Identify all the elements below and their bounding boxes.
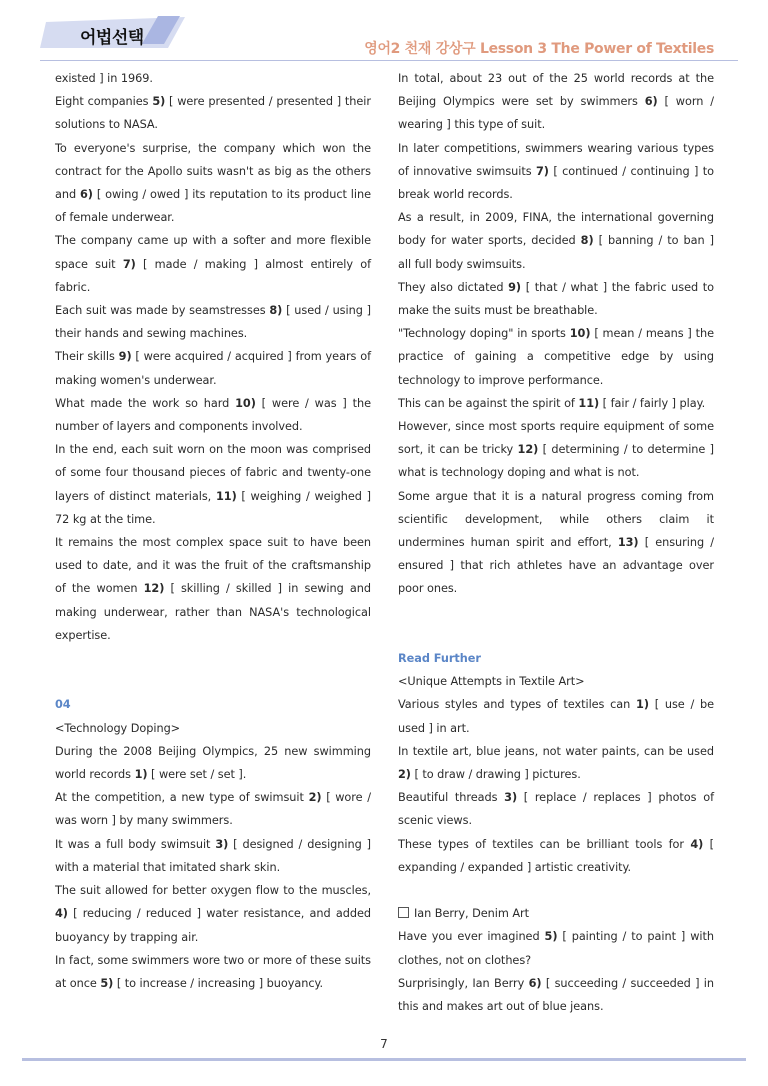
paragraph: [55, 833, 371, 879]
paragraph: [55, 392, 371, 438]
section-title: <Unique Attempts in Textile Art>: [398, 675, 585, 689]
text: [ fair / fairly ] play.: [599, 396, 706, 410]
spacer: [398, 879, 714, 902]
spacer: [55, 647, 371, 693]
question-number: 7): [122, 257, 136, 271]
paragraph: [398, 693, 714, 739]
text: [ use / be used ] in art.: [398, 698, 714, 735]
text: [ wore / was worn ] by many swimmers.: [55, 791, 371, 828]
text: [ painting / to paint ] with clothes, not on clothes?: [398, 930, 714, 967]
question-number: 5): [152, 95, 166, 109]
paragraph: [398, 392, 714, 415]
text: [ determining / to determine ] what is technology doping and what is not.: [398, 443, 714, 480]
paragraph: [398, 833, 714, 879]
footer-rule: [22, 1058, 746, 1061]
text: Some argue that it is a natural progress coming from scientific development, while others claim it undermines human spirit and effort,: [398, 489, 714, 550]
text: The suit allowed for better oxygen flow to the muscles,: [55, 884, 371, 898]
checkbox-icon: [398, 907, 409, 918]
text: [ were acquired / acquired ] from years of making women's underwear.: [55, 350, 371, 387]
text: These types of textiles can be brilliant tools for: [398, 837, 691, 851]
question-number: 6): [644, 95, 658, 109]
text: [ banning / to ban ] all full body swimsuits.: [398, 234, 714, 271]
text: This can be against the spirit of: [398, 396, 579, 410]
question-number: 3): [504, 791, 518, 805]
text: Surprisingly, Ian Berry: [398, 976, 529, 990]
question-number: 10): [235, 396, 256, 410]
text: In total, about 23 out of the 25 world records at the Beijing Olympics were set by swimmers: [398, 72, 714, 109]
text: [ to draw / drawing ] pictures.: [410, 768, 581, 782]
question-number: 7): [535, 164, 549, 178]
paragraph: [398, 972, 714, 1018]
paragraph: [55, 137, 371, 230]
paragraph: [55, 67, 371, 90]
text: They also dictated: [398, 280, 509, 294]
paragraph: [398, 322, 714, 392]
question-number: 6): [528, 976, 542, 990]
text: [ to increase / increasing ] buoyancy.: [113, 976, 324, 990]
sub-title: [398, 902, 714, 925]
paragraph: [55, 879, 371, 949]
text: During the 2008 Beijing Olympics, 25 new swimming world records: [55, 744, 371, 782]
text: [ mean / means ] the practice of gaining a competitive edge by using technology to improve performance.: [398, 327, 714, 387]
text: Ian Berry, Denim Art: [414, 907, 530, 921]
paragraph: [398, 276, 714, 322]
question-number: 6): [80, 188, 93, 202]
header-title: 영어2 천재 강상구 Lesson 3 The Power of Textiles: [364, 41, 714, 57]
text: In textile art, blue jeans, not water paints, can be used: [398, 744, 714, 758]
text: In the end, each suit worn on the moon was comprised of some four thousand pieces of fabric and twenty-one layers of distinct materials,: [55, 443, 371, 503]
question-number: 4): [55, 907, 68, 921]
paragraph: [55, 949, 371, 995]
question-number: 2): [308, 791, 322, 805]
text: Eight companies: [55, 95, 153, 109]
text: Each suit was made by seamstresses: [55, 304, 270, 318]
text: [ continued / continuing ] to break world records.: [398, 164, 714, 202]
text: Their skills: [55, 350, 119, 364]
page-number: 7: [380, 1037, 388, 1051]
paragraph: [55, 345, 371, 391]
question-number: 2): [398, 768, 411, 782]
paragraph: [398, 415, 714, 485]
text: existed ] in 1969.: [55, 72, 153, 85]
text: In fact, some swimmers wore two or more of these suits at once: [55, 953, 371, 990]
spacer: [398, 601, 714, 647]
paragraph: [55, 90, 371, 136]
question-number: 3): [215, 837, 229, 851]
paragraph: [55, 438, 371, 531]
left-column: [55, 67, 371, 995]
question-number: 10): [569, 327, 591, 341]
text: [ weighing / weighed ] 72 kg at the time.: [55, 489, 371, 526]
paragraph: [55, 786, 371, 832]
question-number: 11): [578, 396, 600, 410]
text: [ skilling / skilled ] in sewing and making underwear, rather than NASA's technological expertise.: [55, 582, 371, 642]
right-column: [398, 67, 714, 1018]
text: [ designed / designing ] with a material that imitated shark skin.: [55, 837, 371, 874]
text: The company came up with a softer and more flexible space suit: [55, 234, 371, 271]
question-number: 8): [269, 304, 283, 318]
paragraph: [398, 206, 714, 276]
text: [ worn / wearing ] this type of suit.: [398, 95, 714, 132]
paragraph: [398, 740, 714, 786]
question-number: 13): [617, 536, 639, 550]
text: However, since most sports require equipment of some sort, it can be tricky: [398, 420, 714, 457]
text: [ owing / owed ] its reputation to its product line of female underwear.: [55, 188, 371, 225]
paragraph: [55, 299, 371, 345]
text: It remains the most complex space suit to have been used to date, and it was the fruit of the craftsmanship of the women: [55, 536, 371, 596]
paragraph: [398, 67, 714, 137]
question-number: 9): [508, 280, 522, 294]
text: [ reducing / reduced ] water resistance, and added buoyancy by trapping air.: [55, 907, 371, 944]
text: What made the work so hard: [55, 396, 236, 410]
text: [ replace / replaces ] photos of scenic views.: [398, 791, 714, 828]
text: Various styles and types of textiles can: [398, 698, 637, 712]
question-number: 12): [143, 582, 165, 596]
question-number: 5): [100, 976, 114, 990]
question-number: 4): [690, 837, 704, 851]
paragraph: [398, 485, 714, 601]
text: [ that / what ] the fabric used to make the suits must be breathable.: [398, 280, 714, 318]
text: To everyone's surprise, the company which won the contract for the Apollo suits wasn't as big as the others and: [55, 141, 371, 202]
question-number: 1): [636, 698, 649, 712]
question-number: 12): [517, 443, 539, 457]
header-tab-label: 어법선택: [80, 28, 144, 48]
question-number: 9): [118, 350, 132, 364]
header-tab: [40, 14, 180, 48]
paragraph: [55, 740, 371, 786]
text: "Technology doping" in sports: [398, 327, 570, 341]
text: As a result, in 2009, FINA, the international governing body for water sports, decided: [398, 211, 714, 248]
paragraph: [398, 786, 714, 832]
text: Have you ever imagined: [398, 930, 545, 944]
section-title: <Technology Doping>: [55, 721, 181, 735]
text: At the competition, a new type of swimsuit: [55, 791, 309, 805]
question-number: 8): [580, 234, 594, 248]
text: [ made / making ] almost entirely of fabric.: [55, 257, 372, 294]
paragraph: [398, 137, 714, 207]
section-number: 04: [55, 698, 71, 712]
text: In later competitions, swimmers wearing various types of innovative swimsuits: [398, 141, 714, 178]
paragraph: [55, 229, 371, 299]
question-number: 5): [544, 930, 558, 944]
section-head: Read Further: [398, 652, 481, 666]
paragraph: [55, 531, 371, 647]
text: [ ensuring / ensured ] that rich athletes have an advantage over poor ones.: [398, 536, 714, 596]
text: [ used / using ] their hands and sewing machines.: [55, 304, 371, 341]
text: [ expanding / expanded ] artistic creativity.: [398, 837, 714, 874]
question-number: 11): [215, 489, 237, 503]
text: [ were / was ] the number of layers and components involved.: [55, 396, 371, 434]
text: [ were set / set ].: [147, 768, 247, 782]
header-rule: [40, 60, 738, 61]
paragraph: [398, 925, 714, 971]
text: [ succeeding / succeeded ] in this and makes art out of blue jeans.: [398, 976, 714, 1014]
text: Beautiful threads: [398, 791, 505, 805]
text: It was a full body swimsuit: [55, 837, 216, 851]
text: [ were presented / presented ] their solutions to NASA.: [55, 95, 371, 132]
question-number: 1): [134, 768, 148, 782]
